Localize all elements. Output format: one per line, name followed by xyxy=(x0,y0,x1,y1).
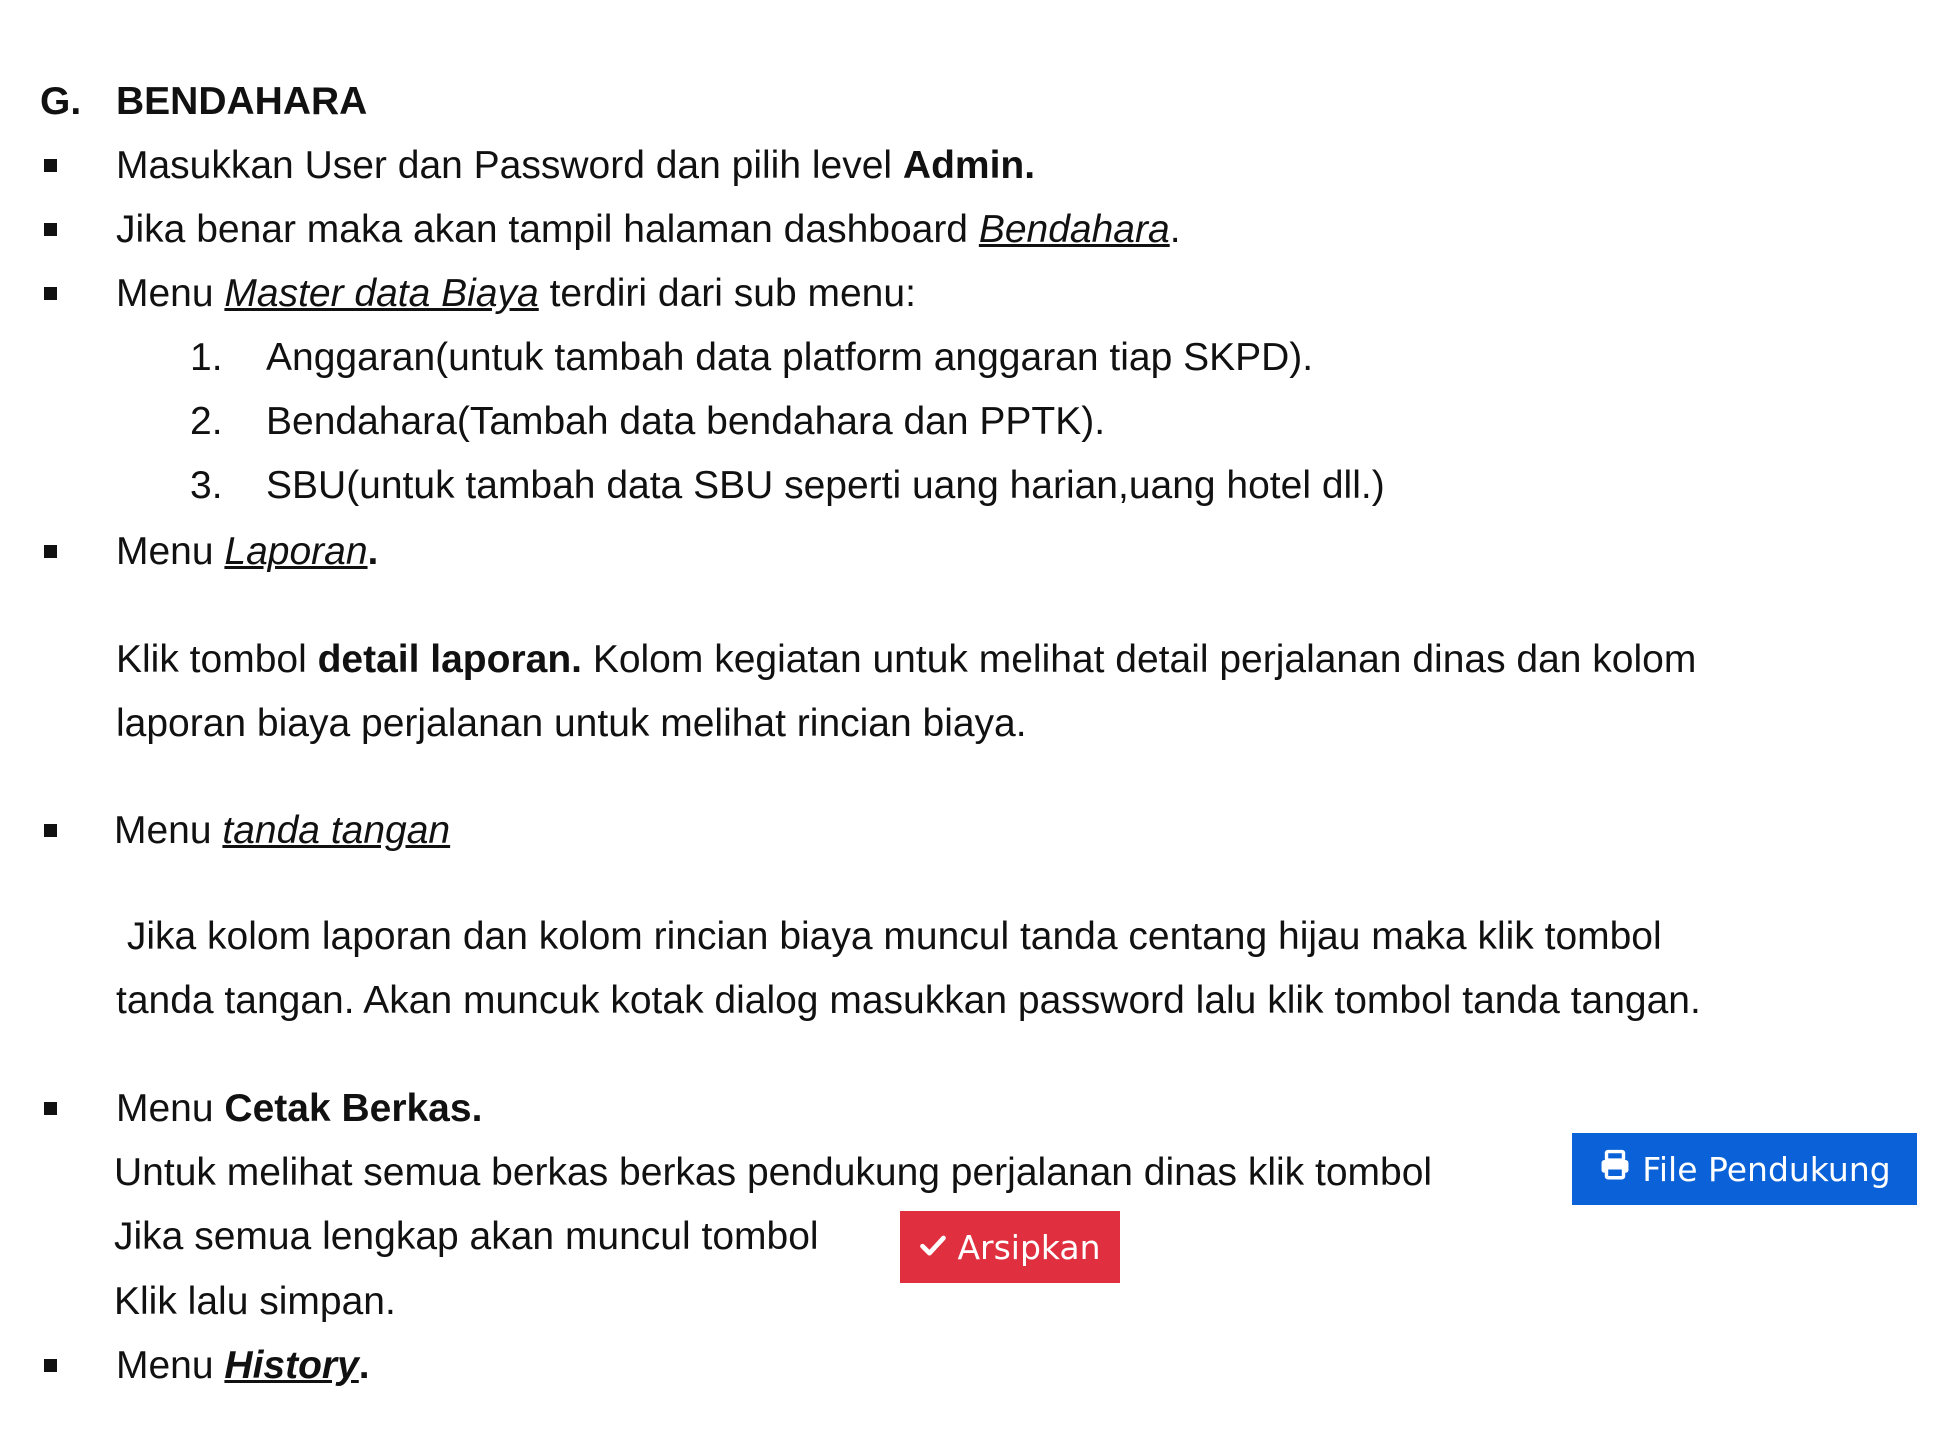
bendahara-link: Bendahara xyxy=(978,208,1170,251)
bullet-item-dashboard: Jika benar maka akan tampil halaman dashboard Bendahara. xyxy=(116,208,1181,251)
history-link: History xyxy=(224,1344,359,1387)
submenu-item-anggaran: Anggaran(untuk tambah data platform anggaran tiap SKPD). xyxy=(266,336,1314,379)
bullet-item-history: Menu History. xyxy=(116,1344,370,1387)
bullet-marker xyxy=(44,159,57,172)
laporan-paragraph-line1: Klik tombol detail laporan. Kolom kegiatan untuk melihat detail perjalanan dinas dan kolom xyxy=(116,638,1697,681)
section-title: BENDAHARA xyxy=(116,80,368,123)
submenu-item-sbu: SBU(untuk tambah data SBU seperti uang harian,uang hotel dll.) xyxy=(266,464,1385,507)
file-pendukung-label: File Pendukung xyxy=(1642,1149,1891,1189)
ttd-paragraph-line2: tanda tangan. Akan muncuk kotak dialog masukkan password lalu klik tombol tanda tangan. xyxy=(116,979,1701,1022)
bullet-marker xyxy=(44,824,57,837)
bullet-item-laporan: Menu Laporan. xyxy=(116,530,379,573)
section-letter: G. xyxy=(40,80,82,123)
cetak-line2: Jika semua lengkap akan muncul tombol xyxy=(114,1215,819,1258)
file-pendukung-button[interactable] xyxy=(1572,1133,1917,1205)
bullet-marker xyxy=(44,223,57,236)
bullet-marker xyxy=(44,545,57,558)
bullet-item-master-data: Menu Master data Biaya terdiri dari sub menu: xyxy=(116,272,916,315)
laporan-paragraph-line2: laporan biaya perjalanan untuk melihat rincian biaya. xyxy=(116,702,1027,745)
bullet-item-cetak-berkas: Menu Cetak Berkas. xyxy=(116,1087,483,1130)
bullet-item-tanda-tangan: Menu tanda tangan xyxy=(114,809,451,852)
bullet-marker xyxy=(44,1359,57,1372)
submenu-number: 2. xyxy=(190,400,223,443)
cetak-line1: Untuk melihat semua berkas berkas pendukung perjalanan dinas klik tombol xyxy=(114,1151,1433,1194)
arsipkan-label: Arsipkan xyxy=(957,1227,1101,1267)
cetak-line3: Klik lalu simpan. xyxy=(114,1280,396,1323)
submenu-number: 3. xyxy=(190,464,223,507)
laporan-link: Laporan xyxy=(224,530,368,573)
master-data-link: Master data Biaya xyxy=(224,272,539,315)
check-icon xyxy=(919,1228,957,1267)
tanda-tangan-link: tanda tangan xyxy=(222,809,451,852)
arsipkan-button[interactable] xyxy=(900,1211,1120,1283)
submenu-number: 1. xyxy=(190,336,223,379)
printer-icon xyxy=(1598,1148,1642,1190)
submenu-item-bendahara: Bendahara(Tambah data bendahara dan PPTK). xyxy=(266,400,1106,443)
bullet-marker xyxy=(44,1102,57,1115)
bullet-item-login: Masukkan User dan Password dan pilih level Admin. xyxy=(116,144,1036,187)
bullet-marker xyxy=(44,287,57,300)
ttd-paragraph-line1: Jika kolom laporan dan kolom rincian biaya muncul tanda centang hijau maka klik tombol xyxy=(116,915,1662,958)
